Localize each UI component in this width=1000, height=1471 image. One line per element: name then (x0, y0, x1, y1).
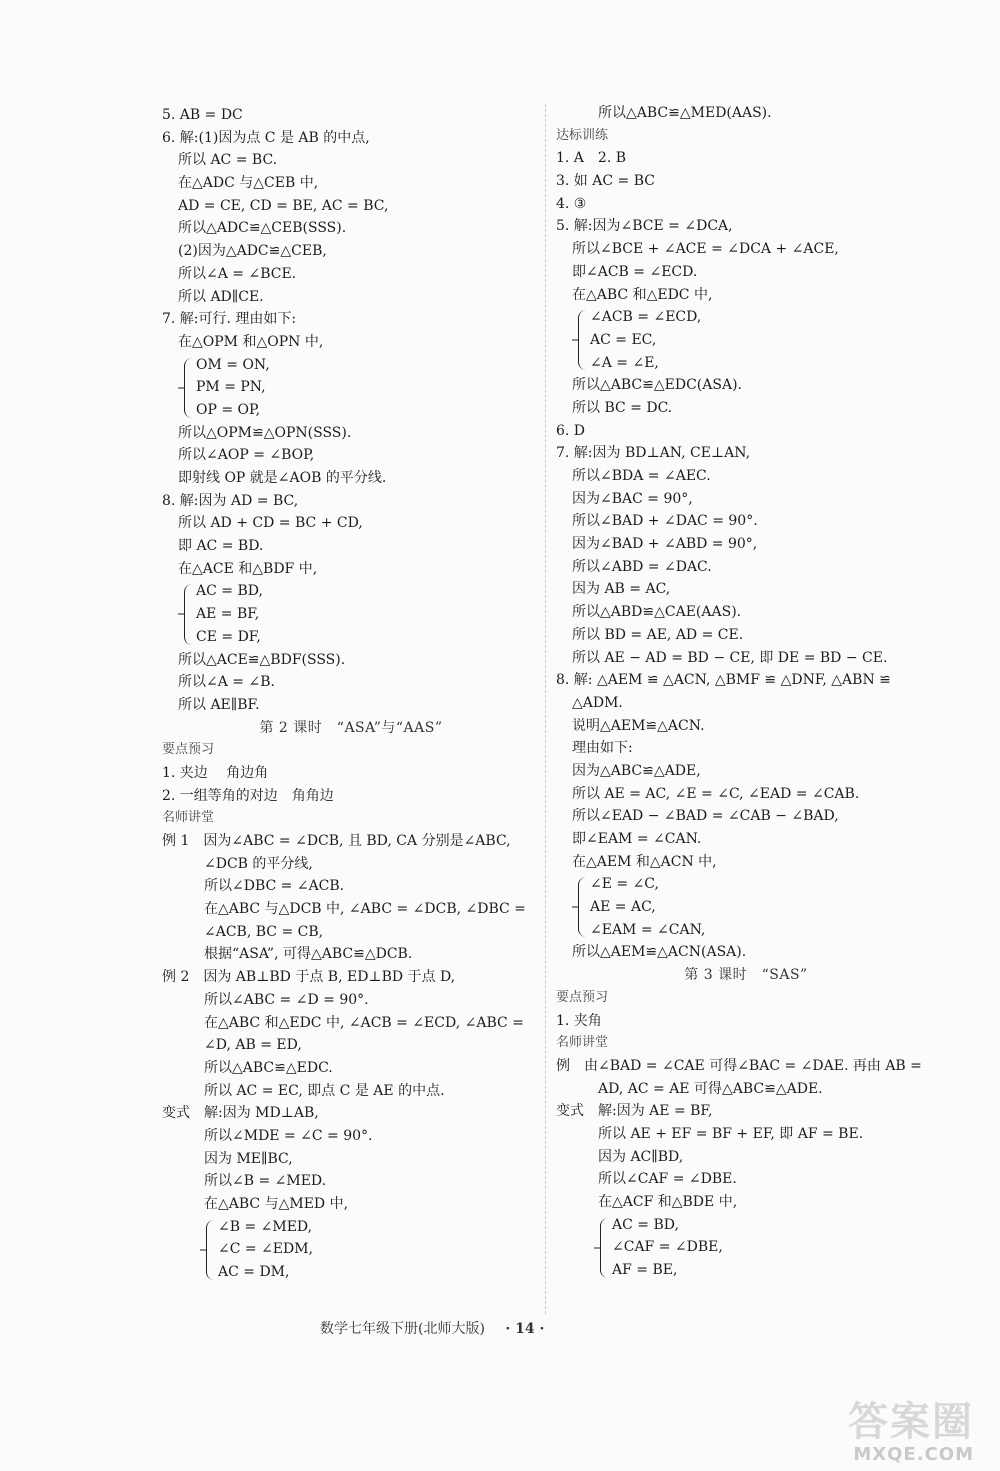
text-line: ∠DCB 的平分线, (204, 855, 313, 872)
text-line: 1. A 2. B (556, 150, 627, 167)
text-line: AC = BD, (612, 1216, 679, 1233)
text-line: AC = BD, (196, 583, 263, 600)
text-line: 即 AC = BD. (178, 538, 264, 555)
text-line: 所以∠BCE + ∠ACE = ∠DCA + ∠ACE, (572, 241, 839, 258)
section-heading: 要点预习 (162, 742, 215, 758)
text-line: △ADM. (572, 694, 623, 711)
text-line: ∠C = ∠EDM, (218, 1241, 314, 1258)
text-line: AC = DM, (218, 1264, 290, 1281)
text-line: 1. 夹角 (556, 1012, 602, 1029)
text-line: AF = BE, (612, 1262, 678, 1279)
text-line: 因为∠BAC = 90°, (572, 490, 693, 507)
equation-system (570, 873, 936, 941)
left-brace (184, 358, 193, 418)
text-line: 变式 解:因为 MD⊥AB, (162, 1105, 319, 1122)
equation-system (176, 580, 540, 648)
text-line: 在△ACF 和△BDE 中, (598, 1194, 738, 1210)
text-line: 因为 AC∥BD, (598, 1148, 684, 1165)
text-line: ∠E = ∠C, (590, 876, 659, 893)
section-heading: 名师讲堂 (556, 1035, 609, 1051)
text-line: 5. 解:因为∠BCE = ∠DCA, (556, 218, 733, 235)
text-line: ∠B = ∠MED, (218, 1218, 313, 1235)
text-line: 所以∠ABD = ∠DAC. (572, 558, 712, 575)
text-line: 所以△ADC≌△CEB(SSS). (178, 220, 347, 237)
watermark-url: MXQE.COM (853, 1444, 974, 1465)
section-heading: 达标训练 (556, 127, 609, 143)
equation-system (592, 1214, 936, 1282)
text-line: ∠ACB, BC = CB, (204, 923, 324, 940)
text-line: 在△ACE 和△BDF 中, (178, 560, 318, 577)
page-number: · 14 · (505, 1321, 545, 1337)
text-line: 所以 AE = AC, ∠E = ∠C, ∠EAD = ∠CAB. (572, 785, 860, 802)
text-line: 理由如下: (572, 740, 633, 757)
text-line: 所以∠DBC = ∠ACB. (204, 878, 345, 895)
text-line: ∠D, AB = ED, (204, 1037, 302, 1054)
text-line: 2. 一组等角的对边 角角边 (162, 787, 334, 804)
text-line: 因为 ME∥BC, (204, 1150, 293, 1167)
left-brace (578, 310, 587, 370)
column-divider (545, 104, 546, 1314)
left-brace (184, 584, 193, 644)
text-line: 6. D (556, 422, 586, 439)
text-line: 在△ABC 和△EDC 中, ∠ACB = ∠ECD, ∠ABC = (204, 1014, 524, 1031)
text-line: 所以△ABC≌△EDC(ASA). (572, 377, 742, 394)
text-line: 所以△AEM≌△ACN(ASA). (572, 944, 747, 961)
text-line: AE = AC, (590, 899, 656, 916)
right-column (556, 102, 936, 1282)
equation-system (570, 306, 936, 374)
text-line: 所以 AE∥BF. (178, 696, 260, 713)
text-line: 在△OPM 和△OPN 中, (178, 333, 324, 350)
text-line: 所以 BC = DC. (572, 399, 673, 416)
text-line: 所以 AD∥CE. (178, 288, 264, 305)
text-line: 因为∠BAD + ∠ABD = 90°, (572, 536, 758, 553)
text-line: ∠ACB = ∠ECD, (590, 309, 702, 326)
text-line: 即∠EAM = ∠CAN. (572, 831, 702, 847)
text-line: 8. 解:因为 AD = BC, (162, 492, 299, 509)
text-line: OM = ON, (196, 356, 270, 373)
text-line: CE = DF, (196, 628, 261, 645)
text-line: 所以△ACE≌△BDF(SSS). (178, 651, 346, 668)
text-line: 所以∠ABC = ∠D = 90°. (204, 991, 369, 1008)
text-line: AD, AC = AE 可得△ABC≌△ADE. (598, 1080, 823, 1097)
watermark-logo (824, 1390, 974, 1470)
section-heading: 要点预习 (556, 989, 609, 1005)
text-line: PM = PN, (196, 379, 266, 396)
text-line: 在△AEM 和△ACN 中, (572, 853, 717, 870)
text-line: 所以 AE − AD = BD − CE, 即 DE = BD − CE. (572, 649, 888, 666)
left-brace (578, 877, 587, 937)
text-line: OP = OP, (196, 401, 261, 418)
text-line: 例 1 因为∠ABC = ∠DCB, 且 BD, CA 分别是∠ABC, (162, 833, 511, 849)
text-line: 在△ADC 与△CEB 中, (178, 175, 319, 192)
text-line: 在△ABC 与△DCB 中, ∠ABC = ∠DCB, ∠DBC = (204, 901, 526, 918)
text-line: 说明△AEM≌△ACN. (572, 717, 705, 734)
text-line: 所以 AC = BC. (178, 152, 278, 169)
text-line: 所以△OPM≌△OPN(SSS). (178, 424, 352, 441)
text-line: ∠A = ∠E, (590, 354, 659, 371)
text-line: 所以∠A = ∠BCE. (178, 265, 297, 282)
text-line: 所以△ABC≌△MED(AAS). (598, 105, 772, 121)
text-line: AC = EC, (590, 331, 657, 348)
text-line: 因为△ABC≌△ADE, (572, 762, 701, 779)
text-line: 8. 解: △AEM ≌ △ACN, △BMF ≌ △DNF, △ABN ≌ (556, 672, 891, 689)
book-title: 数学七年级下册(北师大版) (320, 1321, 485, 1337)
text-line: AD = CE, CD = BE, AC = BC, (178, 197, 389, 214)
text-line: 所以 AC = EC, 即点 C 是 AE 的中点. (204, 1082, 445, 1099)
text-line: ∠EAM = ∠CAN, (590, 921, 706, 938)
text-line: ∠CAF = ∠DBE, (612, 1239, 723, 1256)
text-line: 7. 解:可行. 理由如下: (162, 311, 297, 328)
text-line: AE = BF, (196, 606, 260, 623)
text-line: 所以 AE + EF = BF + EF, 即 AF = BE. (598, 1125, 864, 1142)
text-line: 7. 解:因为 BD⊥AN, CE⊥AN, (556, 445, 751, 462)
text-line: 所以∠EAD − ∠BAD = ∠CAB − ∠BAD, (572, 808, 839, 825)
text-line: 所以△ABD≌△CAE(AAS). (572, 604, 742, 621)
text-line: 因为 AB = AC, (572, 581, 671, 598)
text-line: 即∠ACB = ∠ECD. (572, 263, 698, 280)
left-column (162, 104, 540, 1284)
section-heading: 名师讲堂 (162, 810, 215, 826)
watermark-text: 答案圈 (848, 1399, 974, 1445)
text-line: 所以∠CAF = ∠DBE. (598, 1171, 737, 1188)
text-line: 1. 夹边 角边角 (162, 764, 269, 781)
text-line: 所以∠BDA = ∠AEC. (572, 468, 711, 484)
text-line: 在△ABC 与△MED 中, (204, 1196, 349, 1212)
text-line: 根据“ASA”, 可得△ABC≌△DCB. (204, 946, 413, 963)
text-line: 4. ③ (556, 195, 587, 212)
text-line: 所以∠AOP = ∠BOP, (178, 447, 315, 464)
text-line: (2)因为△ADC≌△CEB, (178, 243, 327, 260)
text-line: 所以∠BAD + ∠DAC = 90°. (572, 513, 758, 530)
left-brace (206, 1220, 215, 1280)
text-line: 3. 如 AC = BC (556, 173, 655, 190)
equation-system (198, 1216, 540, 1284)
text-line: 所以 AD + CD = BC + CD, (178, 515, 363, 532)
text-line: 所以△ABC≌△EDC. (204, 1059, 333, 1076)
text-line: 所以 BD = AE, AD = CE. (572, 626, 744, 643)
left-brace (600, 1218, 609, 1278)
page-footer (320, 1318, 544, 1338)
equation-system (176, 354, 540, 422)
text-line: 所以∠MDE = ∠C = 90°. (204, 1127, 373, 1144)
text-line: 在△ABC 和△EDC 中, (572, 286, 713, 303)
lesson-title: 第 3 课时 “SAS” (684, 967, 808, 984)
text-line: 例 由∠BAD = ∠CAE 可得∠BAC = ∠DAE. 再由 AB = (556, 1057, 922, 1074)
text-line: 所以∠B = ∠MED. (204, 1173, 327, 1190)
text-line: 即射线 OP 就是∠AOB 的平分线. (178, 470, 387, 486)
lesson-title: 第 2 课时 “ASA”与“AAS” (259, 719, 443, 736)
text-line: 例 2 因为 AB⊥BD 于点 B, ED⊥BD 于点 D, (162, 969, 456, 986)
text-line: 变式 解:因为 AE = BF, (556, 1103, 713, 1120)
text-line: 5. AB = DC (162, 107, 243, 123)
text-line: 所以∠A = ∠B. (178, 674, 275, 691)
text-line: 6. 解:(1)因为点 C 是 AB 的中点, (162, 129, 370, 146)
